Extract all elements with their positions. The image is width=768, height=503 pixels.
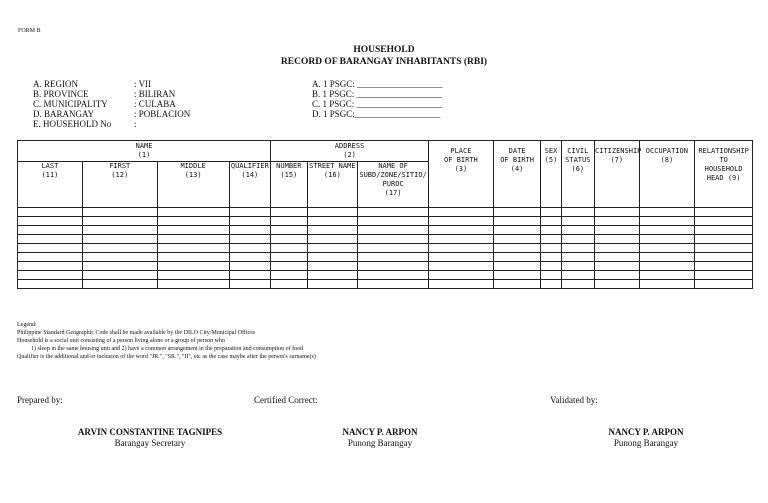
location-values (134, 79, 190, 129)
certified-correct-label: Certified Correct: (254, 395, 318, 405)
table-cell (695, 244, 753, 253)
table-cell (639, 271, 695, 280)
table-cell (695, 262, 753, 271)
prepared-by-label: Prepared by: (17, 395, 63, 405)
form-title: HOUSEHOLD (353, 45, 415, 55)
table-cell (493, 280, 541, 289)
table-cell (429, 253, 494, 262)
table-row (18, 235, 753, 244)
legend-household: Household is a social unit consisting of a person living alone or a group of person who (17, 338, 225, 344)
table-cell (358, 208, 429, 217)
table-cell (82, 253, 157, 262)
table-row (18, 244, 753, 253)
table-cell (429, 208, 494, 217)
table-cell (561, 280, 594, 289)
table-cell (639, 262, 695, 271)
certifier-signature (320, 427, 440, 449)
table-cell (358, 253, 429, 262)
table-cell (561, 226, 594, 235)
province-value: : BILIRAN (134, 89, 176, 99)
household-label: HOUSEHOLD No (43, 119, 112, 129)
place-of-birth-header: PLACE OF BIRTH (3) (429, 141, 494, 208)
preparer-name: ARVIN CONSTANTINE TAGNIPES (77, 427, 223, 437)
table-cell (541, 235, 561, 244)
street-name-header: STREET NAME (16) (307, 162, 358, 208)
region-label: REGION (44, 79, 78, 89)
table-cell (82, 280, 157, 289)
table-cell (595, 244, 640, 253)
table-cell (18, 280, 83, 289)
legend-household-criteria: 1) sleep in the same housing unit and 2) have a common arrangement in the preparation and consumption of food (31, 346, 304, 352)
table-cell (307, 262, 358, 271)
table-cell (82, 217, 157, 226)
table-cell (493, 217, 541, 226)
legend-qualifier: Qualifier is the additional and/or inclusion of the word "JR.", "SR.", "II", etc as the case maybe after the person's surname(s) (17, 354, 316, 360)
table-cell (429, 235, 494, 244)
table-cell (229, 208, 271, 217)
table-row (18, 226, 753, 235)
table-cell (595, 280, 640, 289)
table-cell (18, 226, 83, 235)
region-value: : VII (134, 79, 152, 89)
province-label: PROVINCE (43, 89, 89, 99)
occupation-header: OCCUPATION (8) (639, 141, 695, 208)
table-cell (493, 253, 541, 262)
citizenship-header: CITIZENSHIP (7) (595, 141, 640, 208)
table-cell (595, 226, 640, 235)
table-cell (307, 244, 358, 253)
table-cell (541, 226, 561, 235)
location-labels (33, 79, 111, 129)
table-cell (82, 226, 157, 235)
table-cell (541, 271, 561, 280)
table-cell (18, 253, 83, 262)
table-cell (82, 208, 157, 217)
table-cell (229, 280, 271, 289)
table-cell (429, 262, 494, 271)
table-cell (157, 208, 229, 217)
table-cell (18, 235, 83, 244)
table-cell (695, 208, 753, 217)
table-cell (358, 280, 429, 289)
table-cell (595, 217, 640, 226)
table-cell (271, 244, 307, 253)
table-cell (561, 235, 594, 244)
table-cell (307, 226, 358, 235)
table-row (18, 262, 753, 271)
table-cell (429, 244, 494, 253)
civil-status-header: CIVIL STATUS (6) (561, 141, 594, 208)
location-row-municipality: C. MUNICIPALITY (33, 99, 108, 109)
qualifier-header: QUALIFIER (14) (229, 162, 271, 208)
table-cell (229, 253, 271, 262)
table-cell (639, 208, 695, 217)
certifier-title: Punong Barangay (347, 438, 413, 448)
table-cell (639, 235, 695, 244)
table-cell (541, 280, 561, 289)
table-cell (358, 217, 429, 226)
table-cell (561, 253, 594, 262)
table-cell (358, 271, 429, 280)
address-group-header: ADDRESS (2) (271, 141, 429, 162)
legend-psgc: Philippine Standard Geographic Code shall be made available by the DILO City/Municipal Offices (17, 330, 256, 336)
table-cell (695, 235, 753, 244)
table-cell (561, 262, 594, 271)
table-cell (307, 235, 358, 244)
table-cell (358, 235, 429, 244)
name-group-header: NAME (1) (18, 141, 271, 162)
table-row (18, 217, 753, 226)
middle-name-header: MIDDLE (13) (157, 162, 229, 208)
table-cell (639, 280, 695, 289)
table-row (18, 253, 753, 262)
table-cell (157, 226, 229, 235)
validator-name: NANCY P. ARPON (608, 427, 684, 437)
table-cell (493, 235, 541, 244)
table-cell (271, 226, 307, 235)
date-of-birth-header: DATE OF BIRTH (4) (493, 141, 541, 208)
table-cell (595, 208, 640, 217)
psgc-a: A. 1 PSGC: ___________________ (312, 79, 443, 89)
table-cell (493, 226, 541, 235)
preparer-title: Barangay Secretary (114, 438, 186, 448)
table-cell (595, 271, 640, 280)
validated-by-label: Validated by: (550, 395, 598, 405)
table-cell (229, 244, 271, 253)
table-cell (541, 262, 561, 271)
relationship-header: RELATIONSHIP TO HOUSEHOLD HEAD (9) (695, 141, 753, 208)
table-cell (271, 253, 307, 262)
table-cell (595, 253, 640, 262)
table-cell (18, 244, 83, 253)
table-cell (695, 271, 753, 280)
municipality-value: : CULABA (134, 99, 176, 109)
table-cell (18, 208, 83, 217)
table-cell (307, 217, 358, 226)
table-cell (493, 208, 541, 217)
table-cell (695, 217, 753, 226)
legend (17, 321, 316, 361)
table-cell (271, 262, 307, 271)
household-value: : (134, 119, 137, 129)
table-cell (18, 271, 83, 280)
last-name-header: LAST (11) (18, 162, 83, 208)
table-cell (157, 271, 229, 280)
table-cell (429, 280, 494, 289)
table-cell (358, 262, 429, 271)
location-row-household: E. HOUSEHOLD No (33, 119, 112, 129)
table-cell (695, 253, 753, 262)
form-label: FORM B (18, 28, 41, 34)
table-cell (695, 280, 753, 289)
table-row (18, 208, 753, 217)
table-cell (541, 208, 561, 217)
table-cell (358, 226, 429, 235)
subd-zone-header: NAME OF SUBD/ZONE/SITIO/ PUROC (17) (358, 162, 429, 208)
table-row (18, 280, 753, 289)
validator-signature (586, 427, 706, 449)
table-cell (493, 262, 541, 271)
table-cell (271, 280, 307, 289)
table-cell (307, 280, 358, 289)
table-cell (358, 244, 429, 253)
table-cell (229, 235, 271, 244)
table-cell (493, 271, 541, 280)
table-cell (18, 262, 83, 271)
first-name-header: FIRST (12) (82, 162, 157, 208)
table-cell (82, 244, 157, 253)
table-cell (271, 217, 307, 226)
table-cell (639, 217, 695, 226)
table-cell (157, 280, 229, 289)
table-cell (639, 226, 695, 235)
sex-header: SEX (5) (541, 141, 561, 208)
table-cell (82, 271, 157, 280)
table-cell (229, 217, 271, 226)
table-cell (307, 208, 358, 217)
table-row (18, 271, 753, 280)
table-cell (561, 271, 594, 280)
table-cell (595, 262, 640, 271)
table-cell (561, 244, 594, 253)
form-subtitle: RECORD OF BARANGAY INHABITANTS (RBI) (280, 57, 488, 67)
table-cell (82, 262, 157, 271)
table-cell (307, 271, 358, 280)
location-row-region: A. REGION (33, 79, 78, 89)
table-cell (271, 235, 307, 244)
table-cell (541, 253, 561, 262)
psgc-d: D. 1 PSGC:___________________ (312, 109, 441, 119)
location-row-barangay: D. BARANGAY (33, 109, 95, 119)
table-cell (695, 226, 753, 235)
validator-title: Punong Barangay (613, 438, 679, 448)
table-cell (561, 217, 594, 226)
table-cell (639, 253, 695, 262)
barangay-value: : POBLACION (134, 109, 191, 119)
psgc-b: B. 1 PSGC: ___________________ (312, 89, 443, 99)
psgc-c: C. 1 PSGC: ___________________ (312, 99, 443, 109)
barangay-label: BARANGAY (44, 109, 95, 119)
table-cell (595, 235, 640, 244)
table-cell (429, 217, 494, 226)
certifier-name: NANCY P. ARPON (342, 427, 418, 437)
table-cell (18, 217, 83, 226)
table-cell (157, 235, 229, 244)
table-cell (493, 244, 541, 253)
preparer-signature (60, 427, 240, 449)
table-cell (307, 253, 358, 262)
house-number-header: NUMBER (15) (271, 162, 307, 208)
table-cell (157, 262, 229, 271)
psgc-block (312, 79, 443, 119)
table-cell (82, 235, 157, 244)
table-cell (157, 253, 229, 262)
table-cell (157, 244, 229, 253)
table-cell (229, 271, 271, 280)
table-cell (271, 271, 307, 280)
table-cell (157, 217, 229, 226)
table-cell (271, 208, 307, 217)
location-row-province: B. PROVINCE (33, 89, 89, 99)
municipality-label: MUNICIPALITY (43, 99, 108, 109)
rbi-table (17, 140, 753, 289)
table-cell (561, 208, 594, 217)
table-cell (229, 262, 271, 271)
table-cell (229, 226, 271, 235)
legend-title: Legend: (17, 322, 37, 328)
table-cell (541, 217, 561, 226)
table-cell (639, 244, 695, 253)
table-cell (429, 271, 494, 280)
table-cell (541, 244, 561, 253)
table-cell (429, 226, 494, 235)
